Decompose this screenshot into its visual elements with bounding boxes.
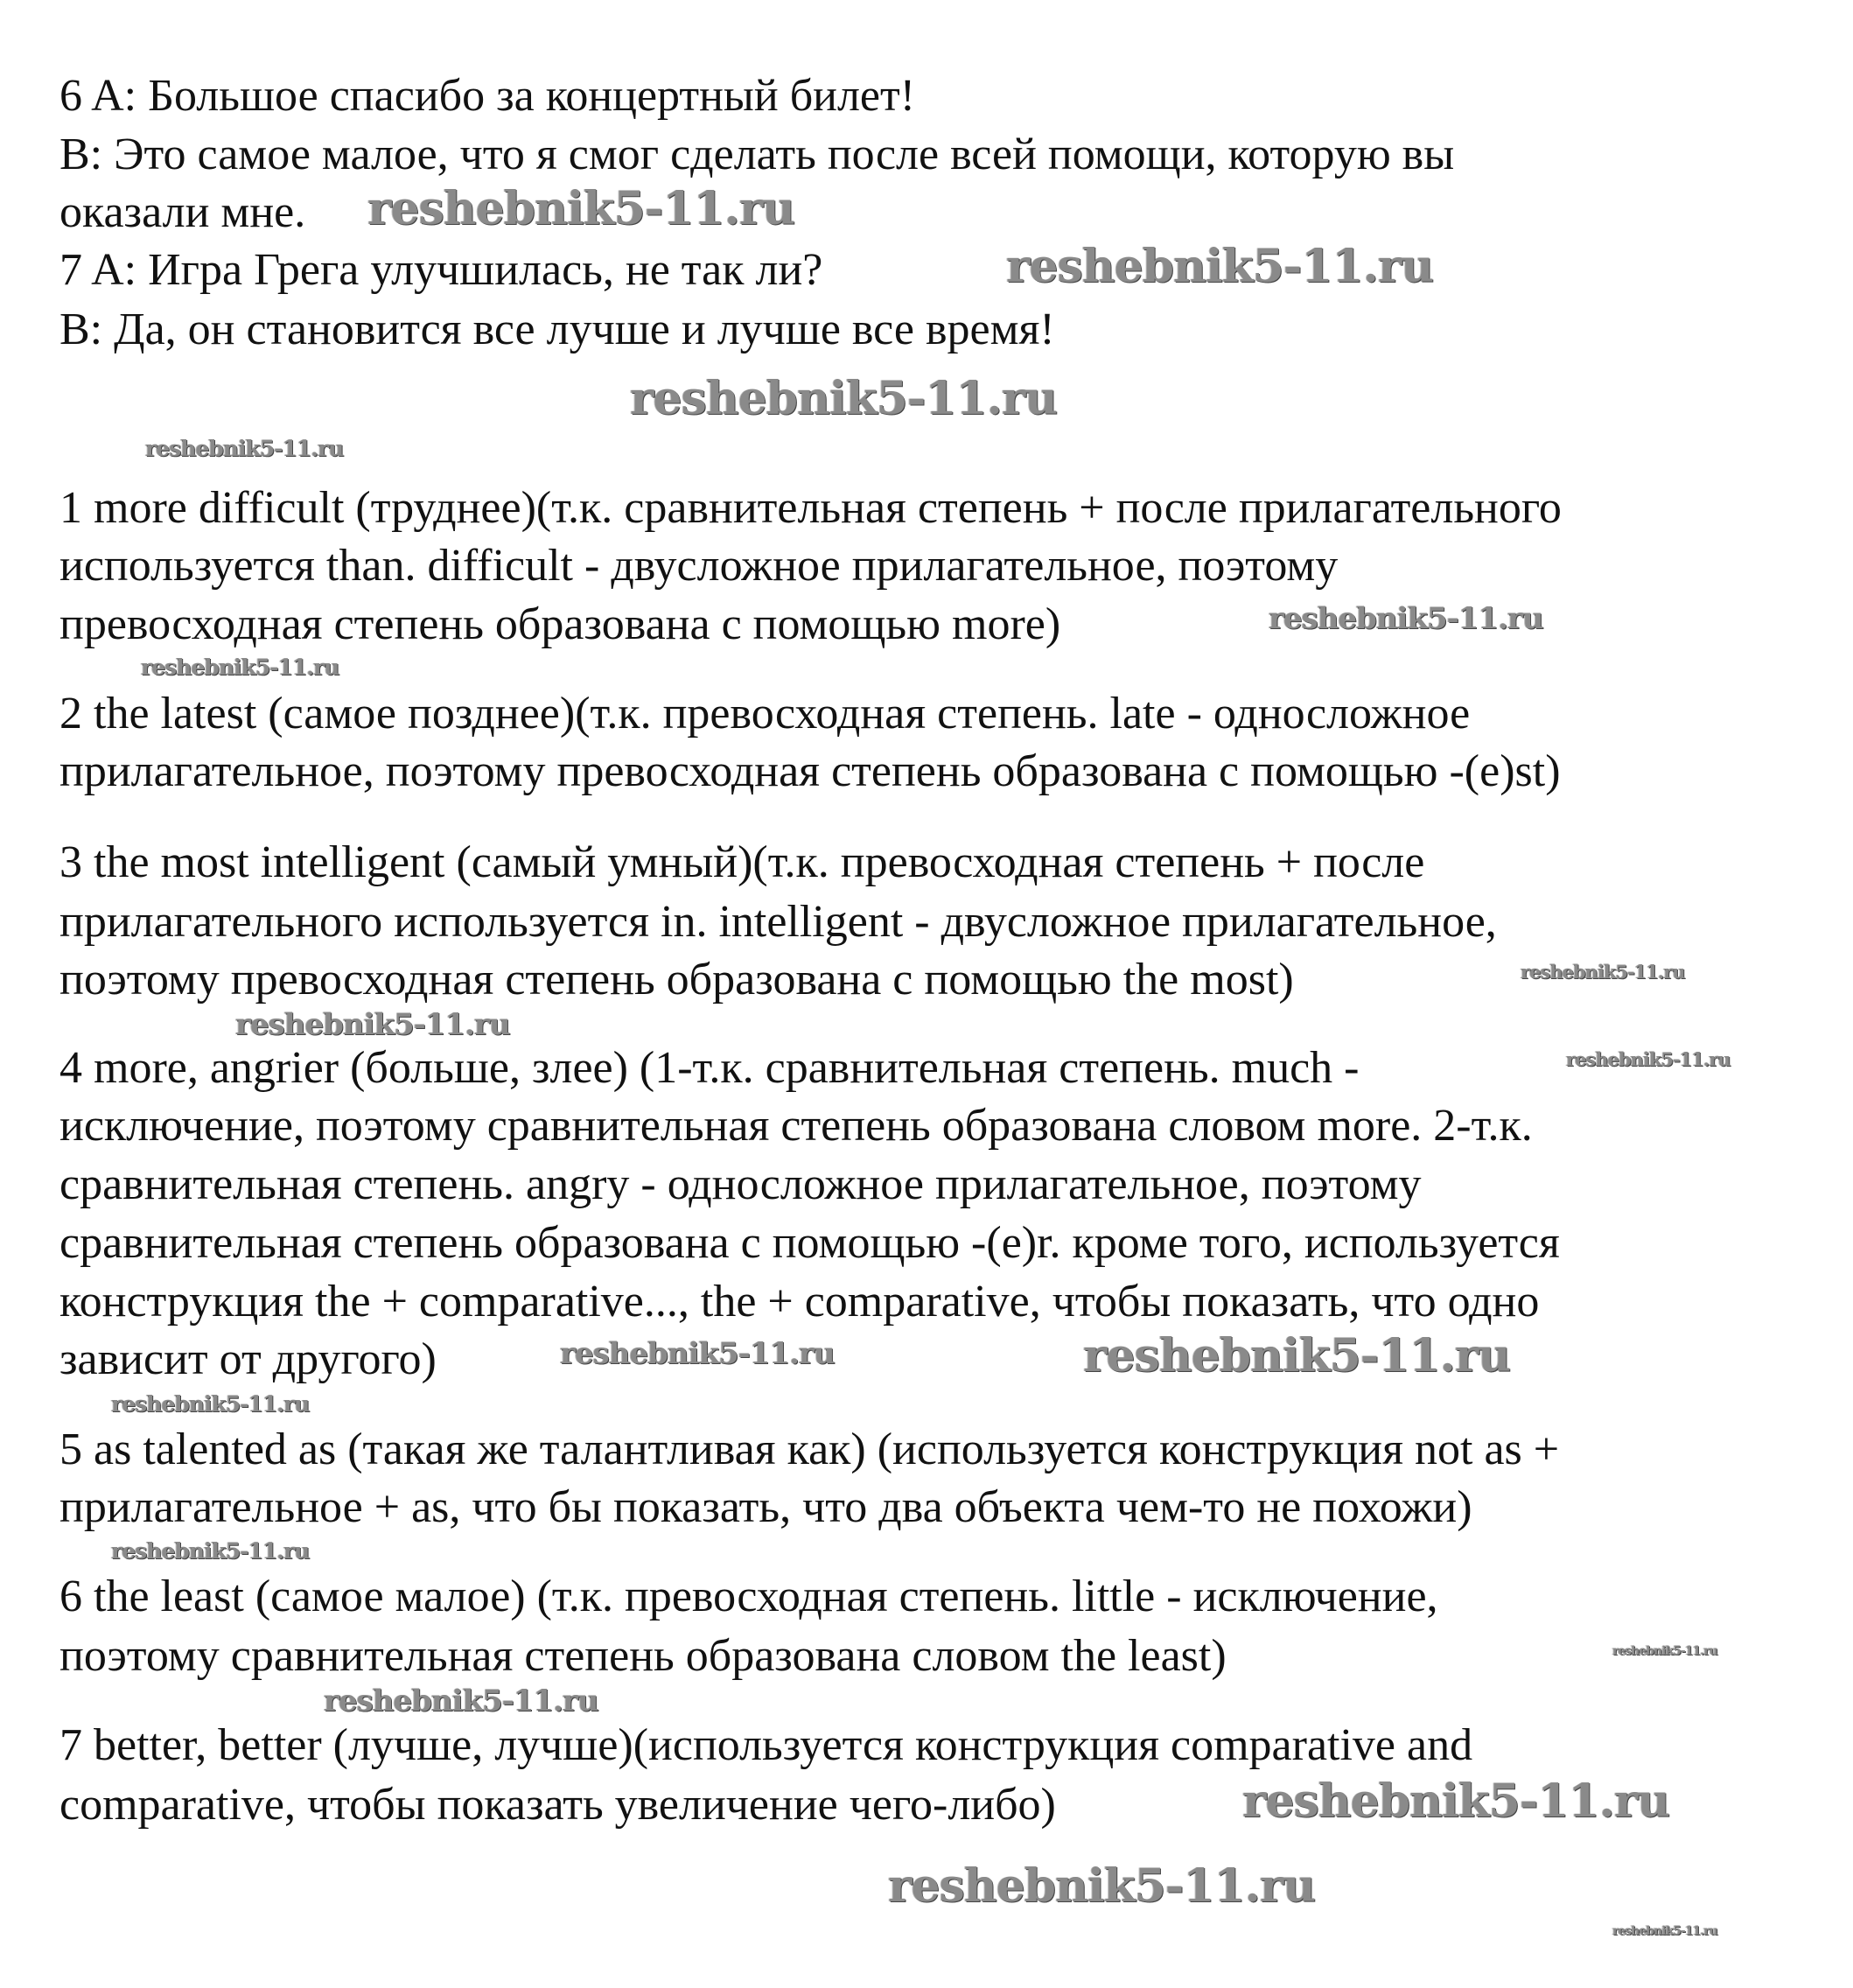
answer-item-first-line: 7 better, better (лучше, лучше)(используется конструкция comparative and [59,1720,1473,1770]
watermark: reshebnik5-11.ru [145,436,344,461]
watermark: reshebnik5-11.ru [630,372,1058,425]
dialogue-line: 6 A: Большое спасибо за концертный билет! [59,71,916,121]
answer-item-first-line: 5 as talented as (такая же талантливая как) (используется конструкция not as + [59,1424,1560,1474]
watermark: reshebnik5-11.ru [367,182,795,235]
answer-item-first-line: 2 the latest (самое позднее)(т.к. превосходная степень. late - односложное [59,689,1471,738]
watermark: reshebnik5-11.ru [560,1336,835,1371]
answer-item-line: превосходная степень образована с помощью more) [59,599,1061,649]
answer-item-line: прилагательное + as, что бы показать, что два объекта чем-то не похожи) [59,1482,1472,1532]
watermark: reshebnik5-11.ru [141,654,339,680]
dialogue-line: 7 A: Игра Грега улучшилась, не так ли? [59,245,823,295]
answer-item-line: исключение, поэтому сравнительная степень образована словом more. 2-т.к. [59,1101,1533,1151]
watermark: reshebnik5-11.ru [1566,1048,1731,1070]
watermark: reshebnik5-11.ru [1242,1774,1670,1828]
watermark: reshebnik5-11.ru [888,1859,1316,1913]
answer-item-first-line: 4 more, angrier (больше, злее) (1-т.к. сравнительная степень. much - [59,1043,1360,1093]
watermark: reshebnik5-11.ru [235,1007,510,1042]
watermark: reshebnik5-11.ru [1083,1329,1511,1382]
answer-item-line: зависит от другого) [59,1334,437,1384]
answer-item-first-line: 6 the least (самое малое) (т.к. превосходная степень. little - исключение, [59,1572,1438,1621]
answer-item-line: конструкция the + comparative..., the + comparative, чтобы показать, что одно [59,1277,1540,1326]
answer-item-line: используется than. difficult - двусложное прилагательное, поэтому [59,541,1339,591]
answer-item-first-line: 3 the most intelligent (самый умный)(т.к. превосходная степень + после [59,837,1425,887]
answer-item-line: сравнительная степень. angry - односложное прилагательное, поэтому [59,1159,1422,1209]
answer-item-line: поэтому сравнительная степень образована словом the least) [59,1631,1227,1681]
answer-item-line: прилагательное, поэтому превосходная степень образована с помощью -(e)st) [59,746,1561,796]
watermark: reshebnik5-11.ru [111,1391,310,1417]
watermark: reshebnik5-11.ru [324,1684,598,1718]
answer-item-line: прилагательного используется in. intelligent - двусложное прилагательное, [59,897,1497,947]
watermark: reshebnik5-11.ru [1612,1644,1717,1658]
answer-item-line: сравнительная степень образована с помощью -(e)r. кроме того, используется [59,1218,1560,1268]
answer-item-line: comparative, чтобы показать увеличение чего-либо) [59,1780,1056,1830]
dialogue-line: B: Это самое малое, что я смог сделать после всей помощи, которую вы [59,130,1455,179]
watermark: reshebnik5-11.ru [1612,1924,1717,1938]
watermark: reshebnik5-11.ru [1521,961,1685,983]
dialogue-line: B: Да, он становится все лучше и лучше все время! [59,304,1055,354]
answer-item-first-line: 1 more difficult (труднее)(т.к. сравнительная степень + после прилагательного [59,483,1562,533]
answer-item-line: поэтому превосходная степень образована с помощью the most) [59,955,1294,1004]
dialogue-line: оказали мне. [59,187,306,237]
watermark: reshebnik5-11.ru [1006,240,1434,293]
watermark: reshebnik5-11.ru [1269,601,1543,636]
watermark: reshebnik5-11.ru [111,1538,310,1564]
